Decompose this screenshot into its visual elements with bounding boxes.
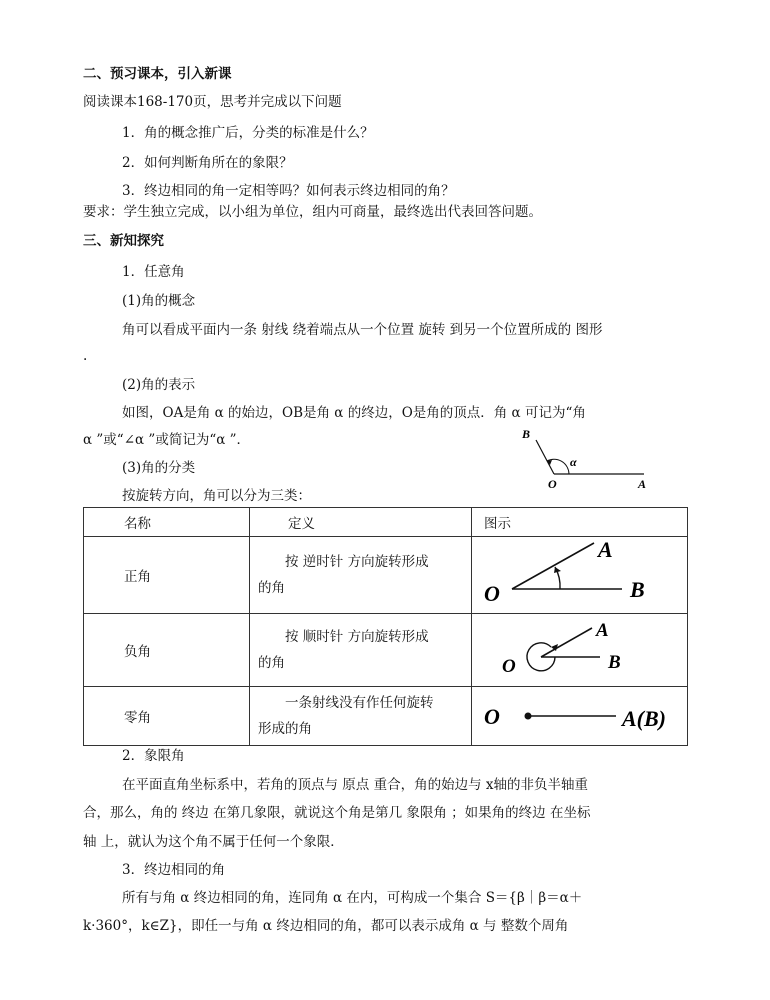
negative-angle-diagram-cell (472, 614, 688, 687)
figure-label-alpha: α (570, 455, 577, 469)
quadrant-text-1: 在平面直角坐标系中，若角的顶点与 原点 重合，角的始边与 x轴的非负半轴重 (122, 777, 588, 793)
quadrant-text-2: 合，那么，角的 终边 在第几象限，就说这个角是第几 象限角 ；如果角的终边 在坐标 (83, 805, 591, 821)
subsection-quadrant-title: 2．象限角 (122, 748, 185, 764)
angle-types-table (83, 507, 688, 746)
negative-angle-definition (250, 614, 472, 687)
header-definition: 定义 (250, 508, 472, 537)
angle-alpha-figure (510, 420, 660, 492)
zero-angle-name: 零角 (84, 687, 250, 746)
coterminal-text-1: 所有与角 α 终边相同的角，连同角 α 在内，可构成一个集合 S＝{β｜β＝α＋ (122, 890, 583, 906)
negative-angle-diagram (472, 614, 688, 686)
label-o: O (502, 656, 516, 677)
zero-angle-diagram-cell (472, 687, 688, 746)
table-row (84, 537, 688, 614)
requirement-text: 要求：学生独立完成，以小组为单位，组内可商量，最终选出代表回答问题。 (83, 204, 542, 220)
angle-representation-text: 如图，OA是角 α 的始边，OB是角 α 的终边，O是角的顶点．角 α 可记为“角 (122, 405, 586, 421)
angle-concept-text-end: . (83, 348, 88, 364)
subsection-coterminal-title: 3．终边相同的角 (122, 862, 226, 878)
coterminal-text-2: k·360°，k∈Z}，即任一与角 α 终边相同的角，都可以表示成角 α 与 整数个周角 (83, 918, 569, 934)
label-a: A (598, 537, 613, 562)
positive-angle-diagram-cell (472, 537, 688, 614)
question-3: 3．终边相同的角一定相等吗？如何表示终边相同的角？ (122, 183, 455, 199)
positive-angle-name: 正角 (84, 537, 250, 614)
table-row (84, 687, 688, 746)
angle-classification-title: (3)角的分类 (122, 460, 196, 476)
figure-label-a: A (638, 477, 647, 491)
angle-representation-text-cont: α ”或“∠α ”或简记为“α ”． (83, 432, 251, 448)
label-o: O (484, 581, 500, 606)
definition-line: 按 逆时针 方向旋转形成 (285, 554, 429, 570)
angle-concept-title: (1)角的概念 (122, 293, 196, 309)
table-header-row (84, 508, 688, 537)
angle-representation-title: (2)角的表示 (122, 377, 196, 393)
zero-angle-definition (250, 687, 472, 746)
positive-angle-diagram (472, 537, 688, 613)
definition-line: 形成的角 (258, 721, 312, 737)
definition-line: 一条射线没有作任何旋转 (285, 695, 434, 711)
header-name: 名称 (84, 508, 250, 537)
definition-line: 按 顺时针 方向旋转形成 (285, 629, 429, 645)
section2-intro: 阅读课本168-170页，思考并完成以下问题 (83, 94, 342, 110)
subsection-any-angle-title: 1．任意角 (122, 264, 185, 280)
positive-angle-definition (250, 537, 472, 614)
definition-line: 的角 (258, 655, 285, 671)
label-b: B (608, 652, 621, 673)
table-row (84, 614, 688, 687)
label-a: A (596, 620, 609, 641)
figure-label-o: O (548, 477, 557, 491)
question-2: 2．如何判断角所在的象限？ (122, 155, 293, 171)
label-b: B (630, 577, 645, 602)
negative-angle-name: 负角 (84, 614, 250, 687)
question-1: 1．角的概念推广后，分类的标准是什么？ (122, 125, 374, 141)
section3-heading: 三、新知探究 (83, 233, 164, 249)
definition-line: 的角 (258, 580, 285, 596)
label-o: O (484, 704, 500, 729)
angle-concept-text: 角可以看成平面内一条 射线 绕着端点从一个位置 旋转 到另一个位置所成的 图形 (122, 322, 603, 338)
label-ab: A(B) (622, 706, 666, 731)
figure-label-b: B (522, 427, 531, 441)
angle-classification-intro: 按旋转方向，角可以分为三类： (122, 488, 311, 504)
zero-angle-diagram (472, 687, 688, 745)
section2-heading: 二、预习课本，引入新课 (83, 66, 232, 82)
header-diagram: 图示 (472, 508, 688, 537)
quadrant-text-3: 轴 上，就认为这个角不属于任何一个象限． (83, 834, 344, 850)
